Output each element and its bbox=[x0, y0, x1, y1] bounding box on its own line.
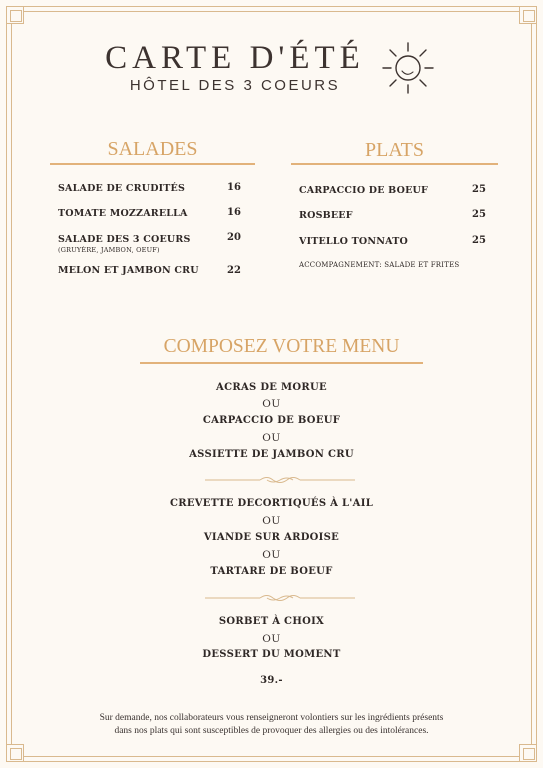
salade-item-name: TOMATE MOZZARELLA bbox=[58, 208, 188, 219]
page-title: CARTE D'ÉTÉ bbox=[105, 40, 365, 76]
plat-item-name: CARPACCIO DE BOEUF bbox=[299, 185, 428, 196]
corner-ornament bbox=[6, 744, 24, 762]
menu-starter: ACRAS DE MORUE bbox=[216, 382, 327, 393]
allergy-notice-line: Sur demande, nos collaborateurs vous renseigneront volontiers sur les ingrédients présents bbox=[99, 713, 444, 723]
menu-or-label: OU bbox=[262, 633, 281, 645]
salade-item-price: 20 bbox=[227, 232, 241, 243]
salade-item-price: 16 bbox=[227, 182, 241, 193]
corner-ornament bbox=[519, 6, 537, 24]
flourish-divider-icon bbox=[205, 593, 355, 603]
menu-dessert: DESSERT DU MOMENT bbox=[202, 649, 341, 660]
salade-item-price: 16 bbox=[227, 207, 241, 218]
menu-or-label: OU bbox=[262, 515, 281, 527]
page-subtitle: HÔTEL DES 3 COEURS bbox=[129, 77, 341, 94]
salades-divider bbox=[50, 163, 255, 165]
plat-item-price: 25 bbox=[472, 209, 486, 220]
allergy-notice-line: dans nos plats qui sont susceptibles de provoquer des allergies ou des intolérances. bbox=[114, 725, 429, 736]
menu-divider bbox=[140, 362, 423, 364]
salade-item-name: MELON ET JAMBON CRU bbox=[58, 265, 199, 276]
menu-main: VIANDE SUR ARDOISE bbox=[203, 532, 340, 543]
plats-divider bbox=[291, 163, 498, 165]
menu-or-label: OU bbox=[262, 549, 281, 561]
sun-icon bbox=[380, 40, 436, 96]
corner-ornament bbox=[519, 744, 537, 762]
menu-starter: ASSIETTE DE JAMBON CRU bbox=[189, 449, 354, 460]
salade-item-name: SALADE DES 3 COEURS bbox=[58, 234, 191, 245]
menu-or-label: OU bbox=[262, 398, 281, 410]
menu-price: 39.- bbox=[260, 675, 283, 686]
salade-item-note: (GRUYÈRE, JAMBON, OEUF) bbox=[58, 246, 160, 254]
menu-dessert: SORBET À CHOIX bbox=[218, 616, 325, 627]
menu-main: CREVETTE DECORTIQUÉS À L'AIL bbox=[169, 498, 374, 509]
menu-heading: COMPOSEZ VOTRE MENU bbox=[163, 336, 400, 357]
plat-item-name: ROSBEEF bbox=[299, 210, 353, 221]
plat-item-price: 25 bbox=[472, 184, 486, 195]
menu-main: TARTARE DE BOEUF bbox=[210, 566, 333, 577]
corner-ornament bbox=[6, 6, 24, 24]
plat-item-name: VITELLO TONNATO bbox=[299, 236, 408, 247]
plats-heading: PLATS bbox=[365, 139, 424, 161]
flourish-divider-icon bbox=[205, 475, 355, 485]
allergy-notice bbox=[40, 712, 503, 737]
menu-starter: CARPACCIO DE BOEUF bbox=[202, 415, 341, 426]
menu-or-label: OU bbox=[262, 432, 281, 444]
plats-note: ACCOMPAGNEMENT: SALADE ET FRITES bbox=[299, 261, 460, 269]
salade-item-price: 22 bbox=[227, 265, 241, 276]
plat-item-price: 25 bbox=[472, 235, 486, 246]
salade-item-name: SALADE DE CRUDITÉS bbox=[58, 183, 186, 194]
salades-heading: SALADES bbox=[107, 138, 198, 160]
